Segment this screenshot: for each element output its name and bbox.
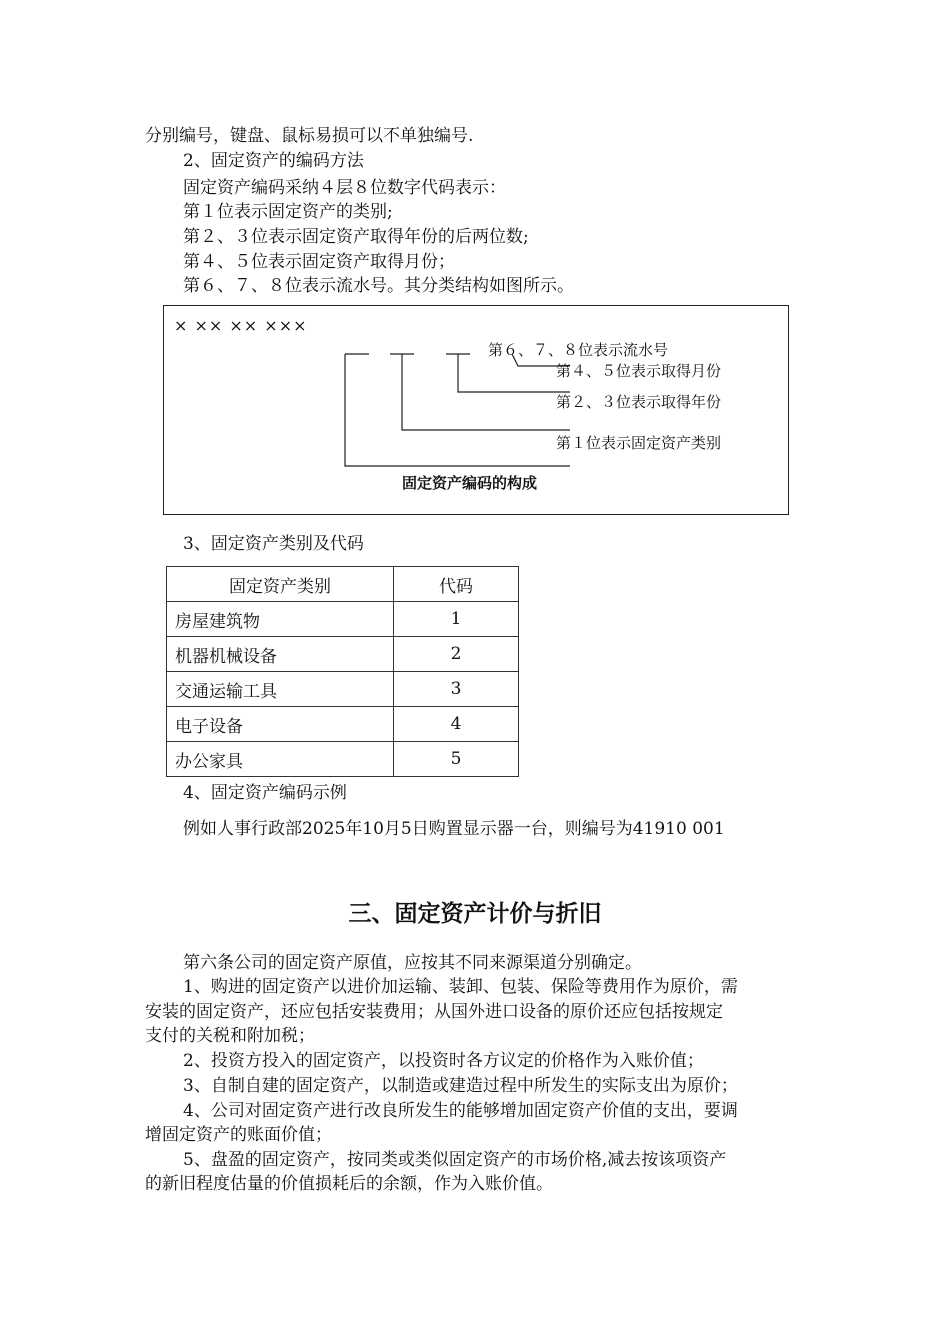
table-row	[167, 707, 519, 742]
table-row	[167, 672, 519, 707]
cell-code: 3	[394, 672, 519, 707]
subsection-title: 2、固定资产的编码方法	[183, 151, 364, 171]
label-serial: 第６、７、８位表示流水号	[488, 341, 669, 359]
text-line: 1、购进的固定资产以进价加运输、装卸、包装、保险等费用作为原价，需	[183, 977, 738, 997]
cell-code: 1	[394, 602, 519, 637]
label-year: 第２、３位表示取得年份	[556, 393, 722, 411]
text-line: 第六条公司的固定资产原值，应按其不同来源渠道分别确定。	[183, 953, 642, 973]
table-row	[167, 637, 519, 672]
diagram-caption: 固定资产编码的构成	[402, 474, 538, 492]
cell-code: 2	[394, 637, 519, 672]
text-line: 固定资产编码采纳４层８位数字代码表示：	[183, 178, 506, 198]
text-line: 支付的关税和附加税；	[145, 1026, 315, 1046]
text-line: 5、盘盈的固定资产，按同类或类似固定资产的市场价格,减去按该项资产	[183, 1150, 727, 1170]
text-line: 安装的固定资产，还应包括安装费用；从国外进口设备的原价还应包括按规定	[145, 1002, 723, 1022]
header-code: 代码	[394, 567, 519, 602]
example-text: 例如人事行政部2025年10月5日购置显示器一台，则编号为41910 001	[183, 819, 725, 839]
code-pattern: × ×× ×× ×××	[174, 316, 308, 335]
text-line: 分别编号，键盘、鼠标易损可以不单独编号.	[145, 126, 474, 146]
label-category: 第１位表示固定资产类别	[556, 434, 722, 452]
cell-category: 办公家具	[167, 742, 394, 777]
table-row	[167, 742, 519, 777]
asset-category-table	[166, 566, 519, 777]
cell-category: 房屋建筑物	[167, 602, 394, 637]
cell-category: 机器机械设备	[167, 637, 394, 672]
code-structure-diagram	[163, 305, 789, 515]
text-line: 增固定资产的账面价值；	[145, 1125, 332, 1145]
text-line: 第６、７、８位表示流水号。其分类结构如图所示。	[183, 276, 574, 296]
table-row	[167, 602, 519, 637]
text-line: 第４、５位表示固定资产取得月份；	[183, 252, 455, 272]
cell-category: 交通运输工具	[167, 672, 394, 707]
label-month: 第４、５位表示取得月份	[556, 362, 722, 380]
cell-code: 5	[394, 742, 519, 777]
table-header-row	[167, 567, 519, 602]
text-line: 第１位表示固定资产的类别;	[183, 202, 393, 222]
text-line: 3、自制自建的固定资产，以制造或建造过程中所发生的实际支出为原价；	[183, 1076, 738, 1096]
text-line: 4、公司对固定资产进行改良所发生的能够增加固定资产价值的支出，要调	[183, 1101, 738, 1121]
text-line: 的新旧程度估量的价值损耗后的余额，作为入账价值。	[145, 1174, 553, 1194]
subsection-title: 3、固定资产类别及代码	[183, 534, 364, 554]
subsection-title: 4、固定资产编码示例	[183, 783, 347, 803]
cell-category: 电子设备	[167, 707, 394, 742]
text-line: 2、投资方投入的固定资产，以投资时各方议定的价格作为入账价值；	[183, 1051, 704, 1071]
header-category: 固定资产类别	[167, 567, 394, 602]
text-line: 第２、３位表示固定资产取得年份的后两位数;	[183, 227, 529, 247]
chapter-heading: 三、固定资产计价与折旧	[348, 901, 602, 927]
cell-code: 4	[394, 707, 519, 742]
